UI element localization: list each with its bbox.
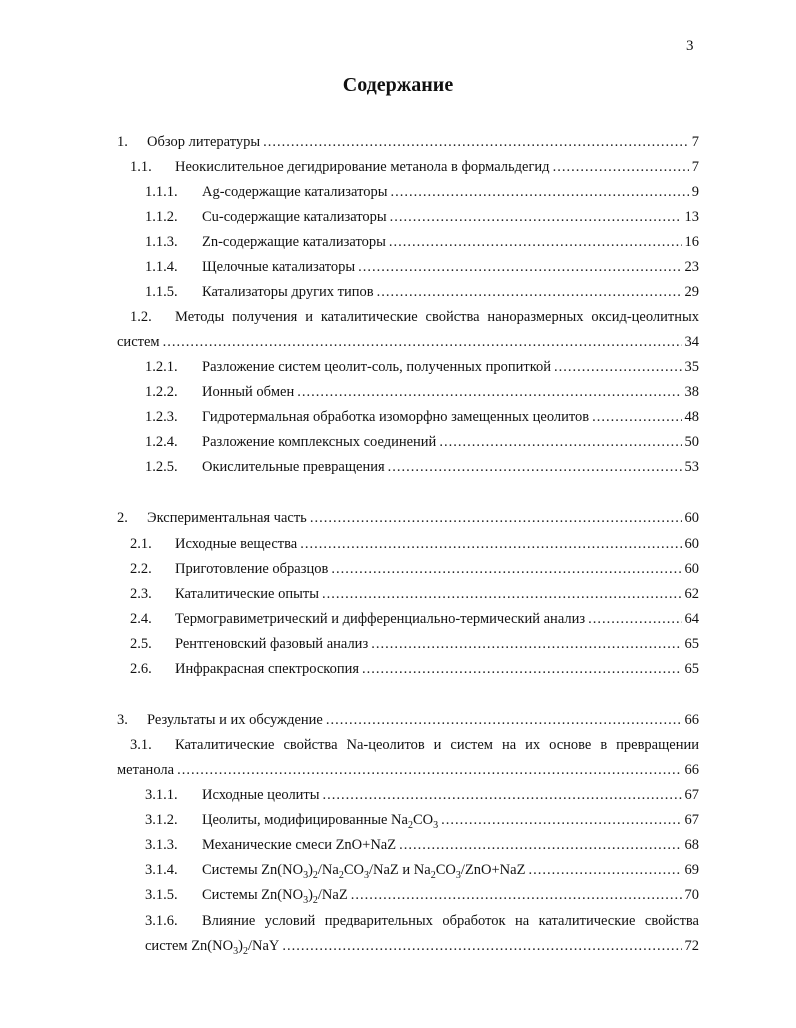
toc-entry-title: Экспериментальная часть [147, 510, 307, 526]
toc-entry-title: Системы $Zn(NO_3)_2/Na_2CO_3$/NaZ и $Na_2CO_3/ZnO+NaZ$ [202, 862, 526, 881]
toc-entry-number: 3.1.3. [145, 837, 178, 853]
toc-entry-2-5[interactable] [130, 635, 699, 653]
toc-entry-title: Ag-содержащие катализаторы [202, 184, 388, 200]
toc-entry-title: Исходные цеолиты [202, 787, 320, 803]
dot-leader [588, 610, 681, 628]
toc-entry-title-continued: метанола [117, 762, 175, 778]
toc-entry-1[interactable] [117, 133, 699, 151]
toc-entry-page: 60 [684, 510, 699, 526]
toc-entry-number: 2.3. [130, 586, 152, 602]
toc-entry-number: 3. [117, 712, 128, 728]
dot-leader [358, 258, 681, 276]
toc-entry-title-continued: систем $Zn(NO_3)_2$/NaY [145, 938, 280, 957]
dot-leader [390, 183, 688, 201]
dot-leader [439, 433, 681, 451]
dot-leader [554, 358, 681, 376]
toc-entry-number: 3.1.1. [145, 787, 178, 803]
dot-leader [351, 886, 682, 904]
toc-entry-1-1[interactable] [130, 158, 699, 176]
toc-entry-number: 3.1. [130, 737, 152, 753]
dot-leader [322, 585, 682, 603]
toc-entry-1-2[interactable] [130, 308, 699, 326]
page-title: Содержание [342, 74, 454, 96]
toc-entry-title: Щелочные катализаторы [202, 259, 356, 275]
toc-entry-number: 1.1. [130, 159, 152, 175]
dot-leader [326, 711, 682, 729]
toc-entry-number: 1.1.3. [145, 234, 178, 250]
dot-leader [377, 283, 682, 301]
toc-entry-number: 1.2.3. [145, 409, 178, 425]
toc-entry-2-4[interactable] [130, 610, 699, 628]
toc-entry-title: Термогравиметрический и дифференциально-термический анализ [175, 611, 586, 627]
toc-entry-number: 1. [117, 134, 128, 150]
toc-entry-1-2-continuation[interactable] [117, 333, 699, 351]
toc-entry-number: 1.1.1. [145, 184, 178, 200]
dot-leader [177, 761, 681, 779]
toc-entry-3-1-3[interactable] [145, 836, 699, 854]
toc-entry-title: Разложение систем цеолит-соль, полученных пропиткой [202, 359, 552, 375]
toc-entry-number: 3.1.4. [145, 862, 178, 878]
toc-entry-title: Cu-содержащие катализаторы [202, 209, 387, 225]
toc-entry-number: 1.2.4. [145, 434, 178, 450]
dot-leader [389, 233, 682, 251]
toc-entry-page: 72 [684, 938, 699, 954]
toc-entry-page: 38 [684, 384, 699, 400]
toc-entry-page: 7 [691, 159, 699, 175]
toc-entry-page: 60 [684, 561, 699, 577]
toc-entry-title: Катализаторы других типов [202, 284, 374, 300]
toc-entry-title: Zn-содержащие катализаторы [202, 234, 386, 250]
toc-entry-number: 2. [117, 510, 128, 526]
toc-entry-3-1-1[interactable] [145, 786, 699, 804]
toc-entry-title: Гидротермальная обработка изоморфно замещенных цеолитов [202, 409, 590, 425]
dot-leader [528, 861, 681, 879]
toc-entry-2-6[interactable] [130, 660, 699, 678]
toc-entry-title: Каталитические опыты [175, 586, 319, 602]
dot-leader [300, 535, 681, 553]
toc-entry-title: Каталитические свойства Na-цеолитов и систем на их основе в превращении [175, 737, 699, 753]
toc-entry-page: 66 [684, 712, 699, 728]
toc-entry-1-1-3[interactable] [145, 233, 699, 251]
dot-leader [371, 635, 681, 653]
toc-entry-page: 69 [684, 862, 699, 878]
dot-leader [390, 208, 682, 226]
toc-entry-page: 64 [684, 611, 699, 627]
toc-entry-title-continued: систем [117, 334, 160, 350]
toc-entry-page: 35 [684, 359, 699, 375]
toc-entry-number: 1.2.5. [145, 459, 178, 475]
toc-entry-number: 2.4. [130, 611, 152, 627]
toc-entry-title: Механические смеси ZnO+NaZ [202, 837, 397, 853]
dot-leader [263, 133, 689, 151]
toc-entry-title: Обзор литературы [147, 134, 261, 150]
toc-entry-page: 68 [684, 837, 699, 853]
toc-entry-3-1-continuation[interactable] [117, 761, 699, 779]
dot-leader [163, 333, 682, 351]
toc-entry-page: 34 [684, 334, 699, 350]
toc-entry-page: 50 [684, 434, 699, 450]
toc-entry-page: 70 [684, 887, 699, 903]
toc-entry-page: 9 [691, 184, 699, 200]
dot-leader [310, 509, 682, 527]
toc-entry-title: Влияние условий предварительных обработок на каталитические свойства [202, 913, 699, 929]
toc-entry-2-1[interactable] [130, 535, 699, 553]
toc-entry-page: 23 [684, 259, 699, 275]
toc-entry-title: Системы $Zn(NO_3)_2$/NaZ [202, 887, 348, 906]
toc-entry-1-2-2[interactable] [145, 383, 699, 401]
dot-leader [441, 811, 681, 829]
toc-entry-title: Неокислительное дегидрирование метанола в формальдегид [175, 159, 550, 175]
toc-entry-3-1-5[interactable] [145, 886, 699, 904]
toc-entry-page: 7 [691, 134, 699, 150]
dot-leader [362, 660, 681, 678]
toc-entry-page: 53 [684, 459, 699, 475]
toc-entry-1-1-1[interactable] [145, 183, 699, 201]
toc-entry-title: Методы получения и каталитические свойства наноразмерных оксид-цеолитных [175, 309, 699, 325]
toc-entry-number: 2.6. [130, 661, 152, 677]
toc-entry-1-2-1[interactable] [145, 358, 699, 376]
dot-leader [331, 560, 681, 578]
toc-entry-number: 1.2. [130, 309, 152, 325]
toc-entry-number: 3.1.5. [145, 887, 178, 903]
dot-leader [282, 937, 681, 955]
toc-entry-1-2-4[interactable] [145, 433, 699, 451]
toc-entry-page: 62 [684, 586, 699, 602]
toc-entry-3-1[interactable] [130, 736, 699, 754]
dot-leader [399, 836, 681, 854]
toc-entry-number: 1.1.5. [145, 284, 178, 300]
toc-entry-page: 65 [684, 636, 699, 652]
toc-entry-number: 2.1. [130, 536, 152, 552]
toc-entry-number: 1.2.1. [145, 359, 178, 375]
dot-leader [388, 458, 682, 476]
toc-entry-1-2-3[interactable] [145, 408, 699, 426]
toc-entry-title: Инфракрасная спектроскопия [175, 661, 360, 677]
toc-entry-title: Ионный обмен [202, 384, 295, 400]
dot-leader [592, 408, 681, 426]
toc-entry-page: 13 [684, 209, 699, 225]
toc-entry-3-1-2[interactable] [145, 811, 699, 829]
dot-leader [297, 383, 681, 401]
toc-entry-3[interactable] [117, 711, 699, 729]
toc-entry-number: 1.1.4. [145, 259, 178, 275]
toc-entry-page: 48 [684, 409, 699, 425]
toc-entry-title: Разложение комплексных соединений [202, 434, 437, 450]
toc-entry-title: Цеолиты, модифицированные $Na_2CO_3$ [202, 812, 439, 831]
dot-leader [553, 158, 689, 176]
toc-entry-page: 67 [684, 812, 699, 828]
toc-entry-2[interactable] [117, 509, 699, 527]
toc-entry-1-1-2[interactable] [145, 208, 699, 226]
toc-entry-number: 2.2. [130, 561, 152, 577]
toc-entry-title: Результаты и их обсуждение [147, 712, 323, 728]
page-number: 3 [686, 38, 694, 54]
toc-entry-title: Исходные вещества [175, 536, 298, 552]
toc-entry-3-1-6[interactable] [145, 912, 699, 930]
dot-leader [323, 786, 682, 804]
toc-entry-page: 67 [684, 787, 699, 803]
toc-entry-1-2-5[interactable] [145, 458, 699, 476]
toc-entry-page: 60 [684, 536, 699, 552]
toc-entry-2-2[interactable] [130, 560, 699, 578]
toc-entry-1-1-4[interactable] [145, 258, 699, 276]
toc-entry-page: 65 [684, 661, 699, 677]
toc-entry-page: 66 [684, 762, 699, 778]
toc-entry-1-1-5[interactable] [145, 283, 699, 301]
toc-entry-2-3[interactable] [130, 585, 699, 603]
toc-entry-page: 16 [684, 234, 699, 250]
toc-entry-number: 3.1.6. [145, 913, 178, 929]
toc-entry-number: 1.1.2. [145, 209, 178, 225]
toc-entry-number: 2.5. [130, 636, 152, 652]
toc-entry-3-1-4[interactable] [145, 861, 699, 879]
toc-entry-title: Рентгеновский фазовый анализ [175, 636, 369, 652]
toc-entry-title: Приготовление образцов [175, 561, 329, 577]
toc-entry-number: 3.1.2. [145, 812, 178, 828]
toc-entry-page: 29 [684, 284, 699, 300]
toc-entry-3-1-6-continuation[interactable] [145, 937, 699, 955]
toc-entry-number: 1.2.2. [145, 384, 178, 400]
toc-entry-title: Окислительные превращения [202, 459, 385, 475]
